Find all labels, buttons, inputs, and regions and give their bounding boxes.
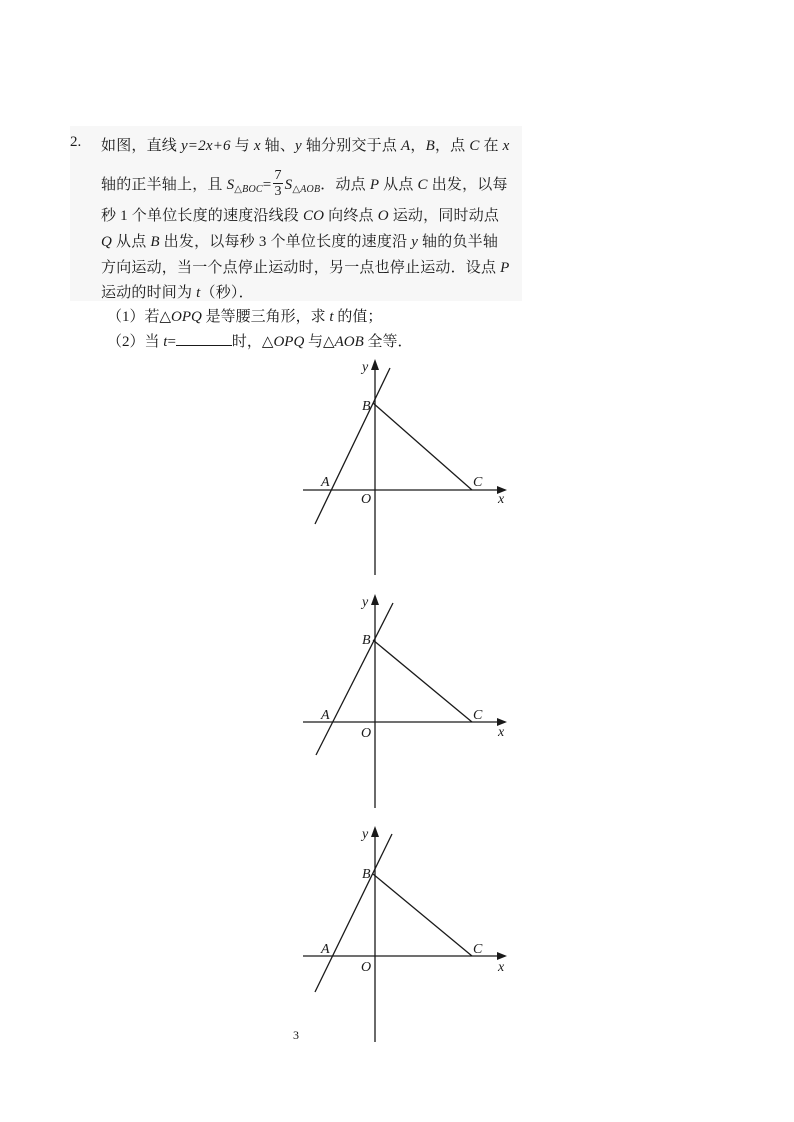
label-y: y <box>362 827 369 842</box>
label-x: x <box>498 492 505 507</box>
segment-bc <box>373 874 472 956</box>
problem-line-3: 秒 1 个单位长度的速度沿线段 CO 向终点 O 运动，同时动点 <box>101 208 500 224</box>
label-b: B <box>362 633 371 648</box>
problem-line-6: 运动的时间为 t（秒）． <box>101 285 254 301</box>
label-a: A <box>321 942 330 957</box>
label-a: A <box>321 708 330 723</box>
line-ab <box>315 368 390 524</box>
line-ab <box>316 603 393 755</box>
problem-line-4: Q 从点 B 出发，以每秒 3 个单位长度的速度沿 y 轴的负半轴 <box>101 234 499 250</box>
y-axis-arrow <box>371 594 379 605</box>
label-o: O <box>361 492 372 507</box>
coordinate-figure-3 <box>295 822 515 1047</box>
problem-line-1: 如图，直线 y=2x+6 与 x 轴、y 轴分别交于点 A，B，点 C 在 x <box>101 138 510 154</box>
problem-line-5: 方向运动，当一个点停止运动时，另一点也停止运动．设点 P <box>101 260 510 276</box>
question-2: （2）当 t= 时，△OPQ 与△AOB 全等． <box>107 334 413 350</box>
label-c: C <box>473 475 483 490</box>
label-c: C <box>473 942 483 957</box>
answer-blank[interactable] <box>176 333 232 346</box>
label-y: y <box>362 595 369 610</box>
y-axis-arrow <box>371 826 379 837</box>
label-o: O <box>361 960 372 975</box>
coordinate-figure-2 <box>295 590 515 815</box>
label-b: B <box>362 399 371 414</box>
problem-line-2: 轴的正半轴上，且 $S_{\triangle BOC}=$ $\frac{7}{3}$ $S_{\triangle AOB}$．动点 P 从点 C 出发，以每 <box>101 168 508 199</box>
problem-number: 2. <box>70 134 82 150</box>
segment-bc <box>373 640 472 722</box>
label-y: y <box>362 360 369 375</box>
label-b: B <box>362 867 371 882</box>
label-o: O <box>361 726 372 741</box>
label-a: A <box>321 475 330 490</box>
label-x: x <box>498 725 505 740</box>
line-ab <box>315 834 392 992</box>
label-c: C <box>473 708 483 723</box>
coordinate-figure-1 <box>295 355 515 580</box>
y-axis-arrow <box>371 359 379 370</box>
x-axis-arrow <box>497 952 507 960</box>
label-x: x <box>498 960 505 975</box>
segment-bc <box>373 403 472 490</box>
question-1: （1）若△OPQ 是等腰三角形，求 t 的值； <box>107 309 383 325</box>
fraction-7-3: $\frac{7}{3}$ <box>274 168 282 199</box>
page-number: 3 <box>293 1028 299 1042</box>
